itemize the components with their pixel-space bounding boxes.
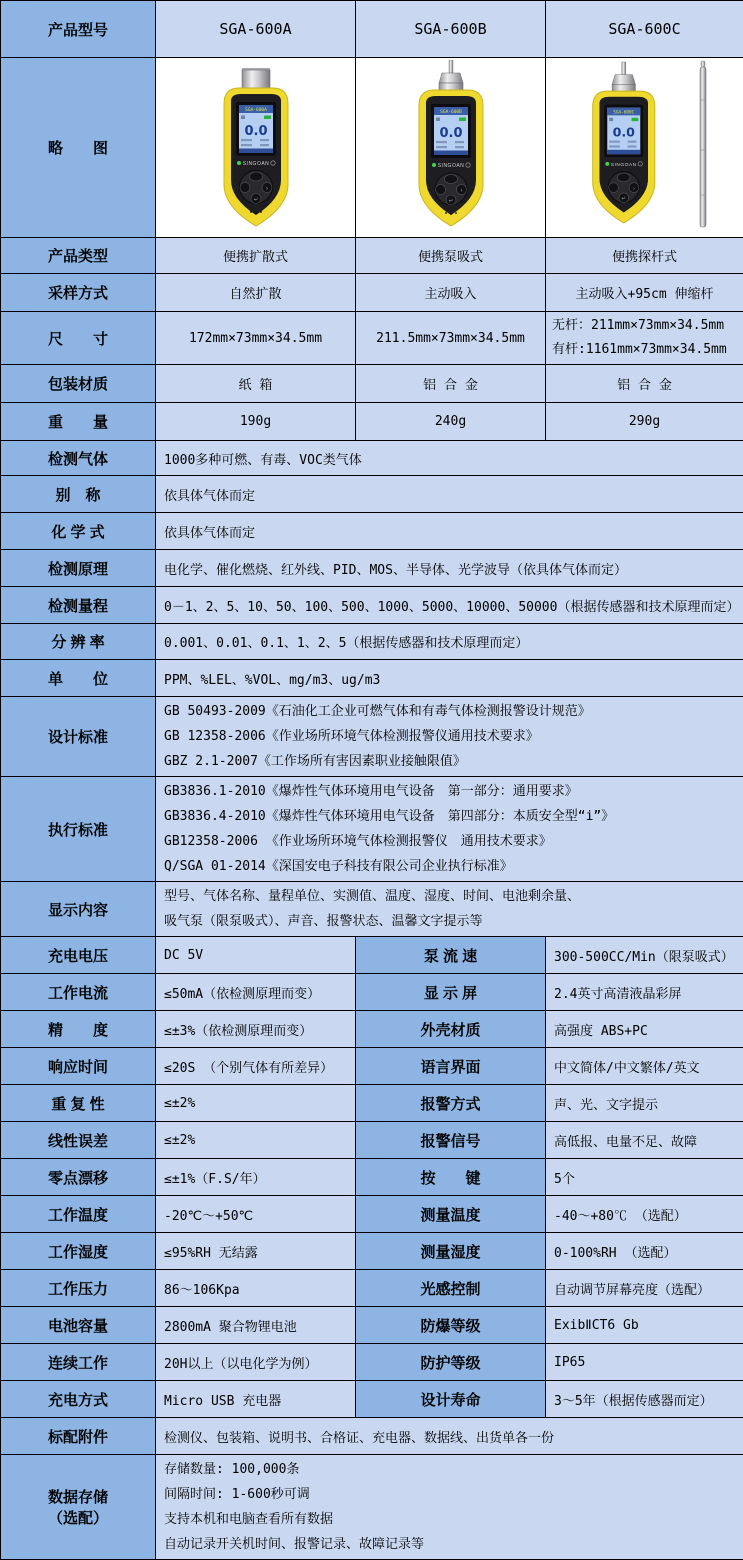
detection-principle-value: 电化学、催化燃烧、红外线、PID、MOS、半导体、光学波导（依具体气体而定） bbox=[156, 550, 743, 587]
table-row bbox=[1, 550, 743, 587]
table-row bbox=[1, 777, 743, 882]
product-type-c: 便携探杆式 bbox=[546, 238, 743, 274]
row-label-battery-capacity: 电池容量 bbox=[1, 1307, 156, 1344]
device-led-green bbox=[237, 161, 241, 165]
dimensions-c-line1: 无杆：211mm×73mm×34.5mm bbox=[552, 314, 737, 338]
alarm-signal-value: 高低报、电量不足、故障 bbox=[546, 1122, 743, 1159]
telescopic-rod bbox=[700, 61, 706, 227]
sampling-a: 自然扩散 bbox=[156, 274, 356, 312]
product-type-b: 便携泵吸式 bbox=[356, 238, 546, 274]
table-row bbox=[1, 1085, 743, 1122]
svg-text:↵: ↵ bbox=[448, 198, 453, 204]
executive-standard-line: GB3836.4-2010《爆炸性气体环境用电气设备 第四部分：本质安全型“i”》 bbox=[164, 804, 735, 829]
design-standard-line: GBZ 2.1-2007《工作场所有害因素职业接触限值》 bbox=[164, 749, 735, 774]
row-label-working-current: 工作电流 bbox=[1, 974, 156, 1011]
display-content-line: 吸气泵（限泵吸式）、声音、报警状态、温馨文字提示等 bbox=[164, 909, 735, 934]
measuring-humidity-value: 0-100%RH （选配） bbox=[546, 1233, 743, 1270]
table-row bbox=[1, 441, 743, 476]
table-row bbox=[1, 312, 743, 365]
row-label-shell-material: 外壳材质 bbox=[356, 1011, 546, 1048]
packaging-c: 铝 合 金 bbox=[546, 365, 743, 403]
table-row bbox=[1, 1344, 743, 1381]
chemical-formula-value: 依具体气体而定 bbox=[156, 513, 743, 550]
data-storage-line: 存储数量: 100,000条 bbox=[164, 1457, 735, 1482]
model-name-c: SGA-600C bbox=[546, 1, 743, 58]
row-label-detection-range: 检测量程 bbox=[1, 587, 156, 624]
row-label-response-time: 响应时间 bbox=[1, 1048, 156, 1085]
battery-capacity-value: 2800mA 聚合物锂电池 bbox=[156, 1307, 356, 1344]
working-current-value: ≤50mA（依检测原理而变） bbox=[156, 974, 356, 1011]
table-row bbox=[1, 365, 743, 403]
table-row bbox=[1, 1159, 743, 1196]
data-storage-line: 间隔时间: 1-600秒可调 bbox=[164, 1482, 735, 1507]
model-name-b: SGA-600B bbox=[356, 1, 546, 58]
zero-drift-value: ≤±1%（F.S/年） bbox=[156, 1159, 356, 1196]
device-image-cell-c bbox=[546, 58, 743, 238]
table-row bbox=[1, 587, 743, 624]
model-name-a: SGA-600A bbox=[156, 1, 356, 58]
row-label-display-content: 显示内容 bbox=[1, 882, 156, 937]
row-label-design-life: 设计寿命 bbox=[356, 1381, 546, 1418]
table-row bbox=[1, 697, 743, 777]
device-brand: SINGOAN bbox=[242, 161, 269, 167]
table-row bbox=[1, 513, 743, 550]
working-pressure-value: 86～106Kpa bbox=[156, 1270, 356, 1307]
weight-c: 290g bbox=[546, 403, 743, 441]
table-row bbox=[1, 476, 743, 513]
design-standard-line: GB 50493-2009《石油化工企业可燃气体和有毒气体检测报警设计规范》 bbox=[164, 699, 735, 724]
table-row bbox=[1, 1381, 743, 1418]
executive-standard-value bbox=[156, 777, 743, 882]
row-label-dimensions: 尺 寸 bbox=[1, 312, 156, 365]
data-storage-line: 自动记录开关机时间、报警记录、故障记录等 bbox=[164, 1532, 735, 1557]
device-led-green bbox=[432, 163, 436, 167]
sampling-b: 主动吸入 bbox=[356, 274, 546, 312]
svg-text:↵: ↵ bbox=[253, 197, 258, 203]
dimensions-c bbox=[546, 312, 743, 365]
row-label-language: 语言界面 bbox=[356, 1048, 546, 1085]
table-row bbox=[1, 1270, 743, 1307]
device-image-cell-b bbox=[356, 58, 546, 238]
table-row bbox=[1, 1418, 743, 1455]
alias-value: 依具体气体而定 bbox=[156, 476, 743, 513]
sampling-c: 主动吸入+95cm 伸缩杆 bbox=[546, 274, 743, 312]
table-row bbox=[1, 1455, 743, 1560]
buttons-value: 5个 bbox=[546, 1159, 743, 1196]
device-image-sga-600b bbox=[376, 60, 526, 236]
row-label-packaging: 包装材质 bbox=[1, 365, 156, 403]
row-label-working-humidity: 工作湿度 bbox=[1, 1233, 156, 1270]
table-row bbox=[1, 274, 743, 312]
device-image-sga-600a bbox=[181, 60, 331, 236]
standard-accessories-value: 检测仪、包装箱、说明书、合格证、充电器、数据线、出货单各一份 bbox=[156, 1418, 743, 1455]
executive-standard-line: Q/SGA 01-2014《深国安电子科技有限公司企业执行标准》 bbox=[164, 854, 735, 879]
repeatability-value: ≤±2% bbox=[156, 1085, 356, 1122]
table-row bbox=[1, 882, 743, 937]
row-label-standard-accessories: 标配附件 bbox=[1, 1418, 156, 1455]
row-label-protection-grade: 防护等级 bbox=[356, 1344, 546, 1381]
unit-value: PPM、%LEL、%VOL、mg/m3、ug/m3 bbox=[156, 660, 743, 697]
row-label-measuring-humidity: 测量湿度 bbox=[356, 1233, 546, 1270]
device-image-sga-600c bbox=[563, 60, 727, 236]
shell-material-value: 高强度 ABS+PC bbox=[546, 1011, 743, 1048]
executive-standard-line: GB12358-2006 《作业场所环境气体检测报警仪 通用技术要求》 bbox=[164, 829, 735, 854]
executive-standard-line: GB3836.1-2010《爆炸性气体环境用电气设备 第一部分：通用要求》 bbox=[164, 779, 735, 804]
language-value: 中文简体/中文繁体/英文 bbox=[546, 1048, 743, 1085]
row-label-weight: 重 量 bbox=[1, 403, 156, 441]
table-row bbox=[1, 1307, 743, 1344]
row-label-product-model: 产品型号 bbox=[1, 1, 156, 58]
row-label-buttons: 按 键 bbox=[356, 1159, 546, 1196]
dimensions-b: 211.5mm×73mm×34.5mm bbox=[356, 312, 546, 365]
dimensions-c-line2: 有杆:1161mm×73mm×34.5mm bbox=[552, 338, 737, 362]
row-label-alarm-signal: 报警信号 bbox=[356, 1122, 546, 1159]
table-row bbox=[1, 1233, 743, 1270]
row-label-data-storage bbox=[1, 1455, 156, 1560]
svg-text:›: › bbox=[632, 185, 634, 191]
table-row bbox=[1, 1122, 743, 1159]
row-label-explosion-proof-grade: 防爆等级 bbox=[356, 1307, 546, 1344]
display-screen-value: 2.4英寸高清液晶彩屏 bbox=[546, 974, 743, 1011]
working-temperature-value: -20℃～+50℃ bbox=[156, 1196, 356, 1233]
table-row bbox=[1, 1, 743, 58]
weight-a: 190g bbox=[156, 403, 356, 441]
row-label-measuring-temperature: 测量温度 bbox=[356, 1196, 546, 1233]
table-row bbox=[1, 403, 743, 441]
device-brand: SINGOAN bbox=[610, 161, 636, 167]
row-label-executive-standard: 执行标准 bbox=[1, 777, 156, 882]
table-row bbox=[1, 624, 743, 660]
table-row bbox=[1, 58, 743, 238]
detection-range-value: 0－1、2、5、10、50、100、500、1000、5000、10000、50000（根据传感器和技术原理而定） bbox=[156, 587, 743, 624]
measuring-temperature-value: -40～+80℃ （选配） bbox=[546, 1196, 743, 1233]
row-label-charging-voltage: 充电电压 bbox=[1, 937, 156, 974]
data-storage-label-line1: 数据存储 bbox=[1, 1486, 155, 1507]
dimensions-a: 172mm×73mm×34.5mm bbox=[156, 312, 356, 365]
row-label-zero-drift: 零点漂移 bbox=[1, 1159, 156, 1196]
device-image-cell-a bbox=[156, 58, 356, 238]
device-screen-title: SGA-600C bbox=[613, 109, 634, 115]
row-label-design-standard: 设计标准 bbox=[1, 697, 156, 777]
resolution-value: 0.001、0.01、0.1、1、2、5（根据传感器和技术原理而定） bbox=[156, 624, 743, 660]
row-label-pump-flow: 泵 流 速 bbox=[356, 937, 546, 974]
continuous-working-value: 20H以上（以电化学为例） bbox=[156, 1344, 356, 1381]
working-humidity-value: ≤95%RH 无结露 bbox=[156, 1233, 356, 1270]
row-label-unit: 单 位 bbox=[1, 660, 156, 697]
table-row bbox=[1, 1011, 743, 1048]
svg-text:›: › bbox=[460, 187, 462, 193]
design-standard-line: GB 12358-2006《作业场所环境气体检测报警仪通用技术要求》 bbox=[164, 724, 735, 749]
device-screen-title: SGA-600A bbox=[245, 107, 267, 113]
row-label-detected-gases: 检测气体 bbox=[1, 441, 156, 476]
table-row bbox=[1, 1196, 743, 1233]
svg-text:›: › bbox=[266, 185, 268, 191]
alarm-mode-value: 声、光、文字提示 bbox=[546, 1085, 743, 1122]
accuracy-value: ≤±3%（依检测原理而变） bbox=[156, 1011, 356, 1048]
row-label-linearity-error: 线性误差 bbox=[1, 1122, 156, 1159]
protection-grade-value: IP65 bbox=[546, 1344, 743, 1381]
row-label-accuracy: 精 度 bbox=[1, 1011, 156, 1048]
row-label-alarm-mode: 报警方式 bbox=[356, 1085, 546, 1122]
table-row bbox=[1, 974, 743, 1011]
row-label-sampling-method: 采样方式 bbox=[1, 274, 156, 312]
table-row bbox=[1, 660, 743, 697]
data-storage-line: 支持本机和电脑查看所有数据 bbox=[164, 1507, 735, 1532]
row-label-charging-method: 充电方式 bbox=[1, 1381, 156, 1418]
data-storage-value bbox=[156, 1455, 743, 1560]
device-brand: SINGOAN bbox=[437, 163, 464, 169]
row-label-chemical-formula: 化 学 式 bbox=[1, 513, 156, 550]
row-label-working-temperature: 工作温度 bbox=[1, 1196, 156, 1233]
row-label-continuous-working: 连续工作 bbox=[1, 1344, 156, 1381]
row-label-alias: 别 称 bbox=[1, 476, 156, 513]
data-storage-label-line2: （选配） bbox=[1, 1507, 155, 1528]
device-screen-value: 0.0 bbox=[439, 126, 462, 141]
detected-gases-value: 1000多种可燃、有毒、VOC类气体 bbox=[156, 441, 743, 476]
pump-flow-value: 300-500CC/Min（限泵吸式） bbox=[546, 937, 743, 974]
table-row bbox=[1, 1048, 743, 1085]
light-control-value: 自动调节屏幕亮度（选配） bbox=[546, 1270, 743, 1307]
row-label-light-control: 光感控制 bbox=[356, 1270, 546, 1307]
device-led-green bbox=[605, 161, 609, 165]
charging-voltage-value: DC 5V bbox=[156, 937, 356, 974]
device-screen-title: SGA-600B bbox=[440, 109, 462, 115]
row-label-working-pressure: 工作压力 bbox=[1, 1270, 156, 1307]
design-standard-value bbox=[156, 697, 743, 777]
charging-method-value: Micro USB 充电器 bbox=[156, 1381, 356, 1418]
linearity-error-value: ≤±2% bbox=[156, 1122, 356, 1159]
row-label-product-type: 产品类型 bbox=[1, 238, 156, 274]
row-label-display-screen: 显 示 屏 bbox=[356, 974, 546, 1011]
design-life-value: 3～5年（根据传感器而定） bbox=[546, 1381, 743, 1418]
row-label-resolution: 分 辨 率 bbox=[1, 624, 156, 660]
row-label-sketch: 略 图 bbox=[1, 58, 156, 238]
device-screen-value: 0.0 bbox=[612, 124, 635, 139]
packaging-a: 纸 箱 bbox=[156, 365, 356, 403]
product-type-a: 便携扩散式 bbox=[156, 238, 356, 274]
weight-b: 240g bbox=[356, 403, 546, 441]
table-row bbox=[1, 937, 743, 974]
packaging-b: 铝 合 金 bbox=[356, 365, 546, 403]
display-content-line: 型号、气体名称、量程单位、实测值、温度、湿度、时间、电池剩余量、 bbox=[164, 884, 735, 909]
display-content-value bbox=[156, 882, 743, 937]
explosion-proof-grade-value: ExibⅡCT6 Gb bbox=[546, 1307, 743, 1344]
svg-text:↵: ↵ bbox=[621, 196, 625, 202]
device-screen-value: 0.0 bbox=[244, 124, 267, 139]
row-label-repeatability: 重 复 性 bbox=[1, 1085, 156, 1122]
response-time-value: ≤20S （个别气体有所差异） bbox=[156, 1048, 356, 1085]
table-row bbox=[1, 238, 743, 274]
row-label-detection-principle: 检测原理 bbox=[1, 550, 156, 587]
